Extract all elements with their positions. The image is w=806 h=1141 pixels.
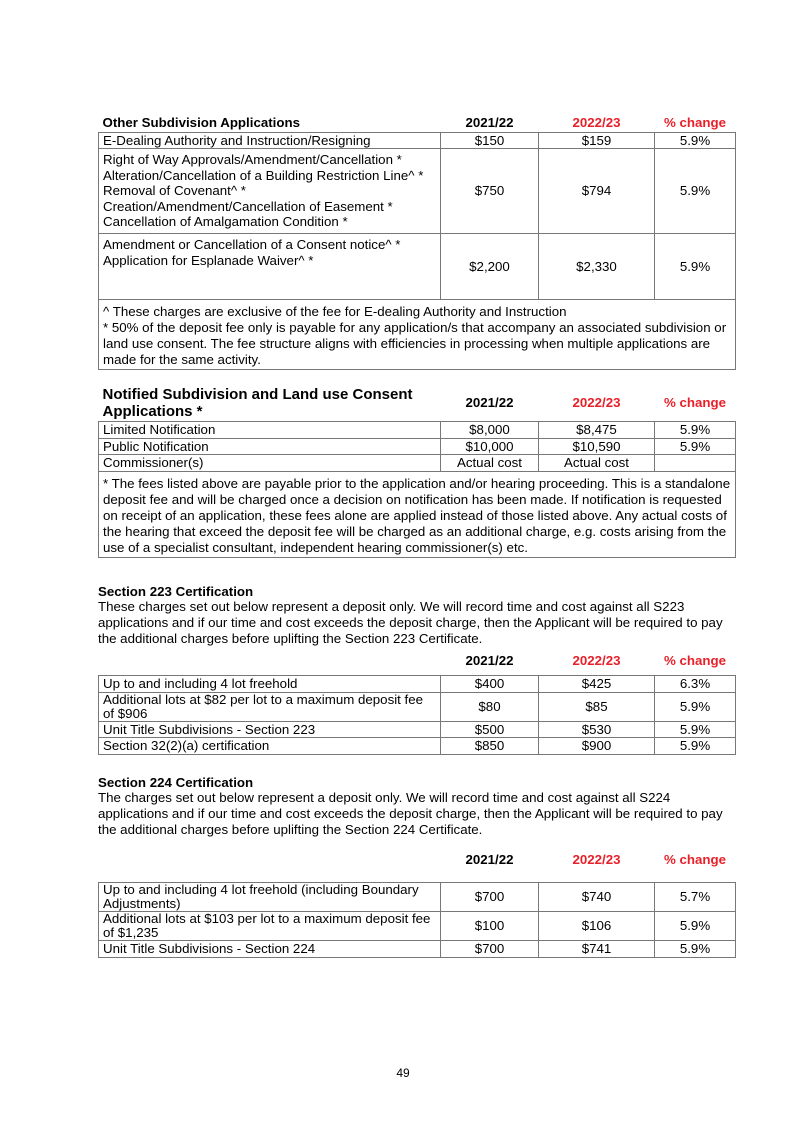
col-header-change: % change	[663, 395, 727, 411]
table-note: * The fees listed above are payable prior to the application and/or hearing proceeding. This is a standalone deposit fee and will be charged once a decision on notification has been made. If notification is requested on receipt of an application, these fees alone are applied instead of those listed above. Any actual costs of the hearing that exceed the deposit fee will be charged as an additional charge, e.g. costs arising from the use of a specialist consultant, independent hearing commissioner(s) etc.	[99, 471, 736, 557]
fee-change: 5.9%	[655, 438, 736, 455]
other-subdivision-title: Other Subdivision Applications	[102, 115, 300, 130]
fee-2022: $10,590	[539, 438, 655, 455]
fee-2022: $425	[539, 676, 655, 693]
table-row	[99, 438, 736, 455]
fee-2021: $100	[441, 912, 539, 941]
col-header-2022: 2022/23	[572, 851, 621, 867]
row-label	[99, 149, 441, 234]
table-row	[99, 941, 736, 958]
notified-subdivision-title: Notified Subdivision and Land use Consent Applications *	[102, 386, 413, 420]
note-deposit-fee: * 50% of the deposit fee only is payable for any application/s that accompany an associated subdivision or land use consent. The fee structure aligns with efficiencies in processing when multiple applications are made for the same activity.	[103, 320, 727, 367]
col-header-change: % change	[663, 115, 727, 130]
col-header-2022: 2022/23	[572, 115, 621, 130]
fee-change: 5.9%	[655, 234, 736, 300]
fee-2022: $530	[539, 721, 655, 738]
row-label-line: Cancellation of Amalgamation Condition *	[103, 214, 348, 230]
fee-2022: $741	[539, 941, 655, 958]
col-header-2021: 2021/22	[465, 115, 514, 130]
row-label-line: Alteration/Cancellation of a Building Restriction Line^ *	[103, 167, 424, 183]
fee-change: 5.9%	[655, 149, 736, 234]
fee-change: 5.9%	[655, 738, 736, 755]
fee-2021: $80	[441, 692, 539, 721]
col-header-2021: 2021/22	[465, 851, 514, 867]
table-row	[99, 455, 736, 472]
table-note	[99, 300, 736, 370]
fee-change: 5.7%	[655, 883, 736, 912]
fee-2022: $740	[539, 883, 655, 912]
note-exclusive: ^ These charges are exclusive of the fee for E-dealing Authority and Instruction	[103, 304, 567, 319]
section-223-description: These charges set out below represent a deposit only. We will record time and cost against all S223 applications and if our time and cost exceeds the deposit charge, then the Applicant will be required to pay the additional charges before uplifting the Section 223 Certificate.	[98, 598, 723, 646]
table-note-row	[99, 300, 736, 370]
table-row	[99, 234, 736, 300]
fee-2021: $10,000	[441, 438, 539, 455]
fee-2021: $150	[441, 132, 539, 149]
row-label: Commissioner(s)	[99, 455, 441, 472]
fee-change: 5.9%	[655, 721, 736, 738]
row-label: Unit Title Subdivisions - Section 224	[99, 941, 441, 958]
fee-2022: $159	[539, 132, 655, 149]
notified-subdivision-table	[98, 386, 736, 558]
fee-2021: $400	[441, 676, 539, 693]
fee-change: 5.9%	[655, 422, 736, 439]
fee-2021: $750	[441, 149, 539, 234]
fee-schedule-page	[98, 115, 735, 958]
fee-2022: $2,330	[539, 234, 655, 300]
row-label-line: Amendment or Cancellation of a Consent notice^ *	[103, 237, 401, 252]
col-header-change: % change	[663, 851, 727, 867]
fee-2021: $700	[441, 883, 539, 912]
row-label: E-Dealing Authority and Instruction/Resigning	[99, 132, 441, 149]
row-label: Additional lots at $103 per lot to a maximum deposit fee of $1,235	[99, 912, 441, 941]
section-223-title: Section 223 Certification	[98, 583, 254, 599]
fee-change: 5.9%	[655, 692, 736, 721]
row-label-line: Application for Esplanade Waiver^ *	[103, 252, 314, 268]
fee-change: 5.9%	[655, 912, 736, 941]
other-subdivision-table	[98, 115, 736, 370]
col-header-2022: 2022/23	[572, 652, 621, 668]
row-label-line: Creation/Amendment/Cancellation of Easement *	[103, 198, 393, 214]
table-row	[99, 912, 736, 941]
fee-2022: $8,475	[539, 422, 655, 439]
fee-2022: $900	[539, 738, 655, 755]
table-row	[99, 883, 736, 912]
col-header-2022: 2022/23	[572, 395, 621, 411]
fee-2022: $85	[539, 692, 655, 721]
row-label: Unit Title Subdivisions - Section 223	[99, 721, 441, 738]
fee-change: 6.3%	[655, 676, 736, 693]
table-row	[99, 132, 736, 149]
section-223-table	[98, 653, 736, 755]
table-row	[99, 738, 736, 755]
section-224-table	[98, 852, 736, 958]
row-label: Up to and including 4 lot freehold	[99, 676, 441, 693]
table-row	[99, 422, 736, 439]
row-label: Public Notification	[99, 438, 441, 455]
fee-2021: $2,200	[441, 234, 539, 300]
row-label: Additional lots at $82 per lot to a maximum deposit fee of $906	[99, 692, 441, 721]
fee-2022: Actual cost	[539, 455, 655, 472]
fee-2021: $8,000	[441, 422, 539, 439]
col-header-2021: 2021/22	[465, 395, 514, 411]
fee-change: 5.9%	[655, 941, 736, 958]
row-label: Up to and including 4 lot freehold (including Boundary Adjustments)	[99, 883, 441, 912]
row-label-line: Right of Way Approvals/Amendment/Cancellation *	[103, 152, 402, 168]
row-label: Section 32(2)(a) certification	[99, 738, 441, 755]
table-row	[99, 676, 736, 693]
fee-2021: Actual cost	[441, 455, 539, 472]
section-224-title: Section 224 Certification	[98, 774, 254, 790]
table-row	[99, 692, 736, 721]
page-number: 49	[396, 1066, 410, 1080]
fee-change	[655, 455, 736, 472]
fee-2021: $700	[441, 941, 539, 958]
row-label-line: Removal of Covenant^ *	[103, 183, 246, 199]
fee-2022: $794	[539, 149, 655, 234]
row-label: Limited Notification	[99, 422, 441, 439]
table-row	[99, 721, 736, 738]
col-header-2021: 2021/22	[465, 652, 514, 668]
table-row	[99, 149, 736, 234]
row-label	[99, 234, 441, 300]
section-224-description: The charges set out below represent a deposit only. We will record time and cost against all S224 applications and if our time and cost exceeds the deposit charge, then the Applicant will be required to pay the additional charges before uplifting the Section 224 Certificate.	[98, 789, 723, 837]
table-note-row	[99, 471, 736, 557]
fee-2022: $106	[539, 912, 655, 941]
fee-2021: $850	[441, 738, 539, 755]
fee-change: 5.9%	[655, 132, 736, 149]
col-header-change: % change	[663, 652, 727, 668]
fee-2021: $500	[441, 721, 539, 738]
